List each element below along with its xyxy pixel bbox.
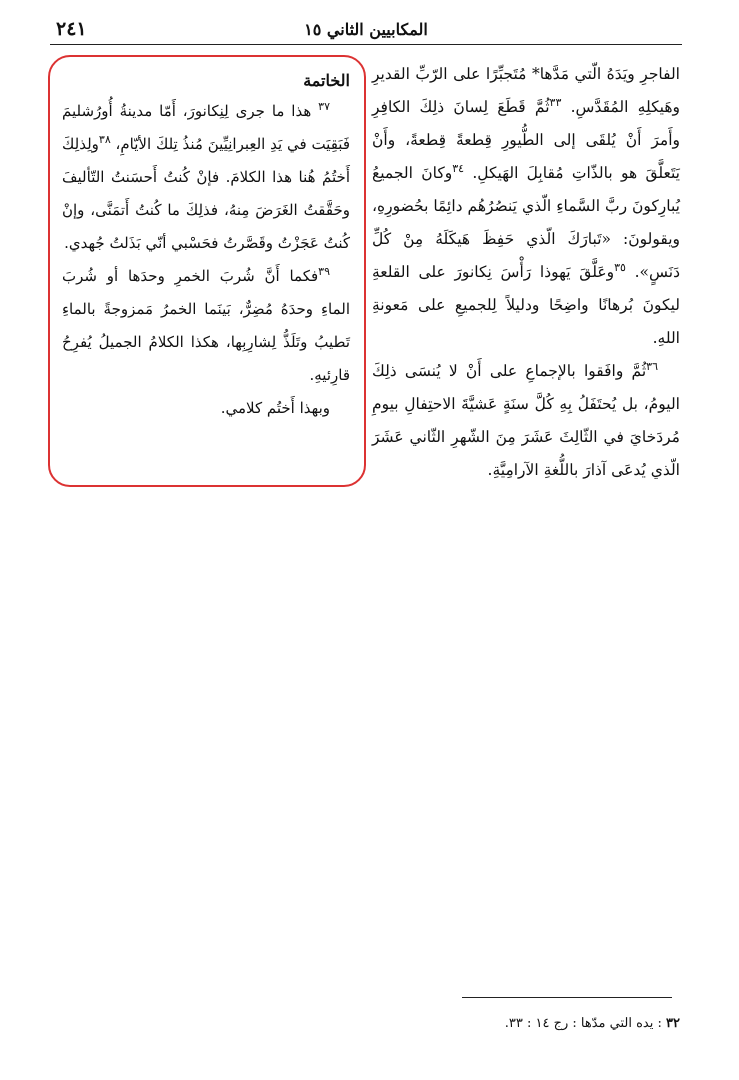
conclusion-box <box>48 55 366 487</box>
paragraph-2 <box>372 355 680 487</box>
page-header <box>50 18 682 44</box>
footnote-number: ٣٢ <box>666 1016 680 1031</box>
verse-text-34: وكانَ الجميعُ يُبارِكونَ ربَّ السَّماءِ الّذي يَنصُرُهُم دائِمًا بحُضورِهِ، ويقولونَ: «تَبارَكَ الّذي حَفِظَ هَيكَلَهُ مِنْ كُلِّ دَنَسٍ». <box>372 164 680 281</box>
footnote <box>300 1014 680 1034</box>
conclusion-paragraph-2 <box>62 260 350 392</box>
conclusion-closing: وبهذا أَختُم كلامي. <box>220 399 330 417</box>
verse-text-37: هذا ما جرى لِنِكانورَ، أَمّا مدينةُ أُورُشليمَ فَبَقِيَت في يَدِ العِبرانِيِّينَ مُنذُ تِلكَ الأيّامِ، <box>62 102 350 153</box>
verse-number-38: ٣٨ <box>98 133 111 146</box>
verse-text-36: ثُمَّ وافَقوا بالإجماعِ على أَنْ لا يُنسَى ذلِكَ اليومُ، بل يُحتَفَلُ بِهِ كُلَّ سنَةٍ عَشيَّةَ الاحتِفالِ بيومِ مُردَخايَ في الثّالِثَ عَشَرَ مِنَ الشّهرِ الثّاني عَشَرَ الّذي يُدعَى آذارَ باللُّغةِ الآرامِيَّةِ. <box>372 362 680 479</box>
header-divider <box>50 44 682 45</box>
verse-number-37: ٣٧ <box>318 100 330 113</box>
verse-number-34: ٣٤ <box>452 161 465 175</box>
main-text-column <box>372 58 680 487</box>
conclusion-paragraph-1 <box>62 95 350 260</box>
verse-text-33: ثُمَّ قَطَعَ لِسانَ ذلِكَ الكافِرِ وأَمرَ أَنْ يُلقَى إلى الطُّيورِ قِطعةً قِطعةً، وأَنْ يَتَعلَّقَ هو بالذّاتِ مُقابِلَ الهَيكلِ. <box>372 98 680 182</box>
verse-number-39: ٣٩ <box>318 265 330 278</box>
footnote-text: : يده التي مدّها : رج ١٤ : ٣٣. <box>504 1016 662 1031</box>
conclusion-heading: الخاتمة <box>303 71 350 90</box>
verse-text-32: الفاجرِ ويَدَهُ الّتي مَدَّها* مُتَجبِّرًا على الرّبِّ القديرِ وهَيكلِهِ المُقَدَّسِ. <box>372 65 680 116</box>
verse-number-35: ٣٥ <box>614 260 626 274</box>
running-title: المكابيين الثاني ١٥ <box>304 20 428 39</box>
verse-text-39: فكما أَنَّ شُربَ الخمرِ وحدَها أو شُربَ الماءِ وحدَهُ مُضِرٌّ، بَينَما الخمرُ مَمزوجةً بالماءِ تَطيبُ وتَلَذُّ لِشارِبِها، هكذا الكلامُ الجميلُ يُفرِحُ قارِئيهِ. <box>62 267 350 384</box>
verse-text-35: وعَلَّقَ يَهوذا رَأْسَ نِكانورَ على القلعةِ ليكونَ بُرهانًا واضِحًا ودليلاً لِلجميعِ على مَعونةِ اللهِ. <box>372 263 680 347</box>
page-number: ٢٤١ <box>56 18 87 40</box>
verse-text-38: ولِذلِكَ أَختُمُ هُنا هذا الكلامَ. فإنْ كُنتُ أَحسَنتُ التّأليفَ وحَقَّقتُ الغَرَضَ مِنهُ، فذلِكَ ما كُنتُ أَتمَنَّى، وإنْ كُنتُ عَجَزْتُ وقَصَّرتُ فحَسْبي أنّي بَذَلتُ جُهدي. <box>62 135 350 252</box>
footnote-divider <box>462 997 672 998</box>
paragraph-1 <box>372 58 680 355</box>
verse-number-33: ٣٣ <box>549 95 562 109</box>
verse-number-36: ٣٦ <box>646 359 658 373</box>
